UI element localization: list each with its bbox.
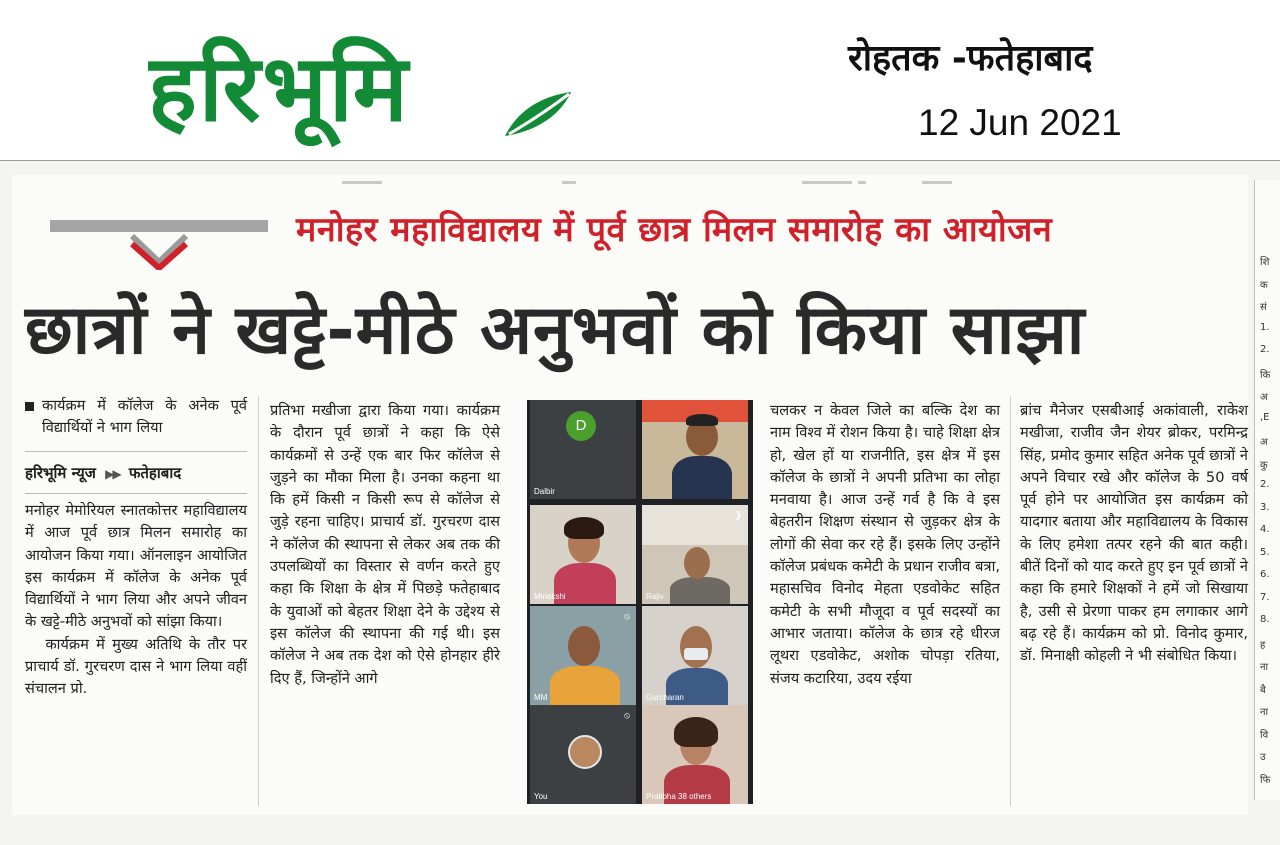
edge-text-fragment: कु: [1260, 459, 1268, 471]
participant-name: You: [534, 792, 548, 801]
paragraph: प्रतिभा मखीजा द्वारा किया गया। कार्यक्रम के दौरान पूर्व छात्रों ने कहा कि ऐसे कार्यक्रमों से उन्हें एक बार फिर कॉलेज से जुड़ने का मौका मिला है। उनका कहना था कि हमें किसी न किसी रूप से कॉलेज से जुड़े रहना चाहिए। प्राचार्य डॉ. गुरचरण दास ने कॉलेज की स्थापना से लेकर अब तक की उपलब्धियों का विस्तार से वर्णन करते हुए कहा कि शिक्षा के क्षेत्र में पिछड़े फतेहाबाद के युवाओं को बेहतर शिक्षा देने के उद्देश्य से इस कॉलेज की स्थापना की गई थी। इस कॉलेज ने अब तक देश को ऐसे होनहार हीरे दिए हैं, जिन्होंने आगे: [270, 402, 500, 687]
logo-wordmark: हरिभूमि: [148, 35, 410, 142]
edge-text-fragment: ना: [1260, 662, 1269, 673]
column-divider: [1010, 396, 1011, 806]
video-tile: [530, 606, 636, 705]
video-tile: [530, 400, 636, 499]
edge-text-fragment: अ: [1260, 437, 1268, 448]
leaf-icon: [503, 90, 573, 138]
video-tile: [530, 505, 636, 604]
chevron-down-icon: [128, 232, 190, 270]
others-count: 38 others: [678, 792, 712, 801]
article-kicker: मनोहर महाविद्यालय में पूर्व छात्र मिलन समारोह का आयोजन: [296, 210, 1053, 250]
edge-text-fragment: ,E: [1260, 411, 1270, 423]
edge-text-fragment: उ: [1260, 752, 1266, 763]
column-divider: [258, 396, 259, 806]
byline-source: हरिभूमि न्यूज: [25, 464, 96, 482]
edge-text-fragment: 6.: [1260, 569, 1270, 580]
paragraph: चलकर न केवल जिले का बल्कि देश का नाम विश्व में रोशन किया है। चाहे शिक्षा क्षेत्र हो, खेल हों या राजनीति, इस क्षेत्र में इस कॉलेज के छात्रों ने अपनी प्रतिभा का लोहा मनवाया है। आज उन्हें गर्व है कि वे इस बेहतरीन शिक्षण संस्थान से जुड़कर क्षेत्र के लोगों की सेवा कर रहे हैं। इसके लिए उन्होंने कॉलेज प्रबंधक कमेटी के प्रधान राजीव बत्रा, महासचिव विनोद मेहता एडवोकेट सहित कमेटी के सभी मौजूदा व पूर्व सदस्यों का आभार जताया। कॉलेज के छात्र रहे धीरज लूथरा एडवोकेट, अशोक चोपड़ा रतिया, संजय कटारिया, उदय रईया: [770, 402, 1000, 687]
divider: [25, 451, 247, 452]
paragraph: मनोहर मेमोरियल स्नातकोत्तर महाविद्यालय में आज पूर्व छात्र मिलन समारोह का आयोजन किया गया। ऑनलाइन आयोजित इस कार्यक्रम में कॉलेज के अनेक पूर्व विद्यार्थियों ने भाग लिया और अपने जीवन के खट्टे-मीठे अनुभवों को सांझा किया।: [25, 502, 247, 631]
paragraph: कार्यक्रम में मुख्य अतिथि के तौर पर प्राचार्य डॉ. गुरचरण दास ने भाग लिया वहीं संचालन प्रो.: [25, 635, 247, 698]
participant-name: Dalbir: [534, 487, 555, 496]
article-column-4: [1020, 400, 1248, 668]
article-highlight: [25, 395, 247, 439]
video-tile: [530, 705, 636, 804]
paragraph: ब्रांच मैनेजर एसबीआई अकांवाली, राकेश मखीजा, राजीव जैन शेयर ब्रोकर, परमिन्द्र सिंह, प्रमोद कुमार सहित अनेक पूर्व छात्रों ने अपने विचार रखे और कॉलेज के 50 वर्ष पूर्व होने पर आयोजित इस कार्यक्रम को यादगार बताया और महाविद्यालय के विकास के लिए हमेशा तत्पर रहने की बात कही। बीतें दिनों को याद करते हुए इन पूर्व छात्रों ने कहा कि हमारे शिक्षकों ने हमें जो सिखाया है, उसी से प्रेरणा पाकर हम लगाकार आगे बढ़ रहे हैं। कार्यक्रम को प्रो. विनोद कुमार, डॉ. मिनाक्षी कोहली ने भी संबोधित किया।: [1020, 402, 1248, 665]
edge-text-fragment: 7.: [1260, 591, 1270, 603]
article-column-3: [770, 400, 1000, 690]
video-call-photo: [527, 400, 753, 804]
edge-text-fragment: ह: [1260, 639, 1266, 651]
edition-name: रोहतक -फतेहाबाद: [848, 38, 1093, 79]
participant-name: Gurcharan: [646, 693, 684, 702]
article-column-1: [25, 395, 247, 701]
mic-off-icon: ⦸: [624, 612, 630, 622]
byline-place: फतेहाबाद: [128, 464, 182, 482]
divider: [25, 493, 247, 494]
edge-text-fragment: 1.: [1260, 321, 1270, 333]
edge-text-fragment: क: [1260, 279, 1268, 291]
article-column-2: [270, 400, 500, 690]
clipped-text-fragment: [42, 179, 1252, 187]
video-tile: [642, 400, 748, 499]
edge-text-fragment: 4.: [1260, 524, 1270, 535]
edge-text-fragment: बै: [1260, 684, 1266, 696]
edge-text-fragment: कि: [1260, 369, 1271, 381]
video-tile: [642, 705, 748, 804]
article-headline: छात्रों ने खट्टे-मीठे अनुभवों को किया साझा: [25, 291, 1086, 370]
edge-text-fragment: 3.: [1260, 501, 1270, 513]
participant-name: Minakshi: [534, 592, 566, 601]
adjacent-article-fragment: [1254, 180, 1280, 800]
edge-text-fragment: 2.: [1260, 344, 1270, 355]
video-tile: [642, 606, 748, 705]
publication-date: 12 Jun 2021: [918, 102, 1122, 143]
double-arrow-icon: ▶▶: [105, 467, 120, 481]
edge-text-fragment: फि: [1260, 774, 1271, 786]
edge-text-fragment: अ: [1260, 392, 1268, 403]
participant-name: MM: [534, 693, 548, 702]
participant-name: Pratibha: [646, 792, 676, 801]
bullet-icon: [25, 402, 34, 411]
edge-text-fragment: सं: [1260, 302, 1267, 313]
masthead: [0, 0, 1280, 160]
edge-text-fragment: वि: [1260, 729, 1269, 741]
video-tile: [642, 505, 748, 604]
edge-text-fragment: 5.: [1260, 546, 1270, 558]
expand-icon: ❯: [734, 511, 742, 521]
edge-text-fragment: ना: [1260, 707, 1269, 718]
highlight-text: कार्यक्रम में कॉलेज के अनेक पूर्व विद्यार्थियों ने भाग लिया: [42, 397, 247, 436]
byline: [25, 462, 247, 485]
edge-text-fragment: 2.: [1260, 479, 1270, 490]
edge-text-fragment: शि: [1260, 257, 1270, 268]
participant-name: [646, 792, 711, 801]
kicker-bar: [50, 220, 268, 232]
avatar: D: [566, 411, 596, 441]
newspaper-logo: [148, 28, 618, 150]
edge-text-fragment: 8.: [1260, 614, 1270, 625]
mic-off-icon: ⦸: [624, 711, 630, 721]
participant-name: Rajiv: [646, 592, 664, 601]
